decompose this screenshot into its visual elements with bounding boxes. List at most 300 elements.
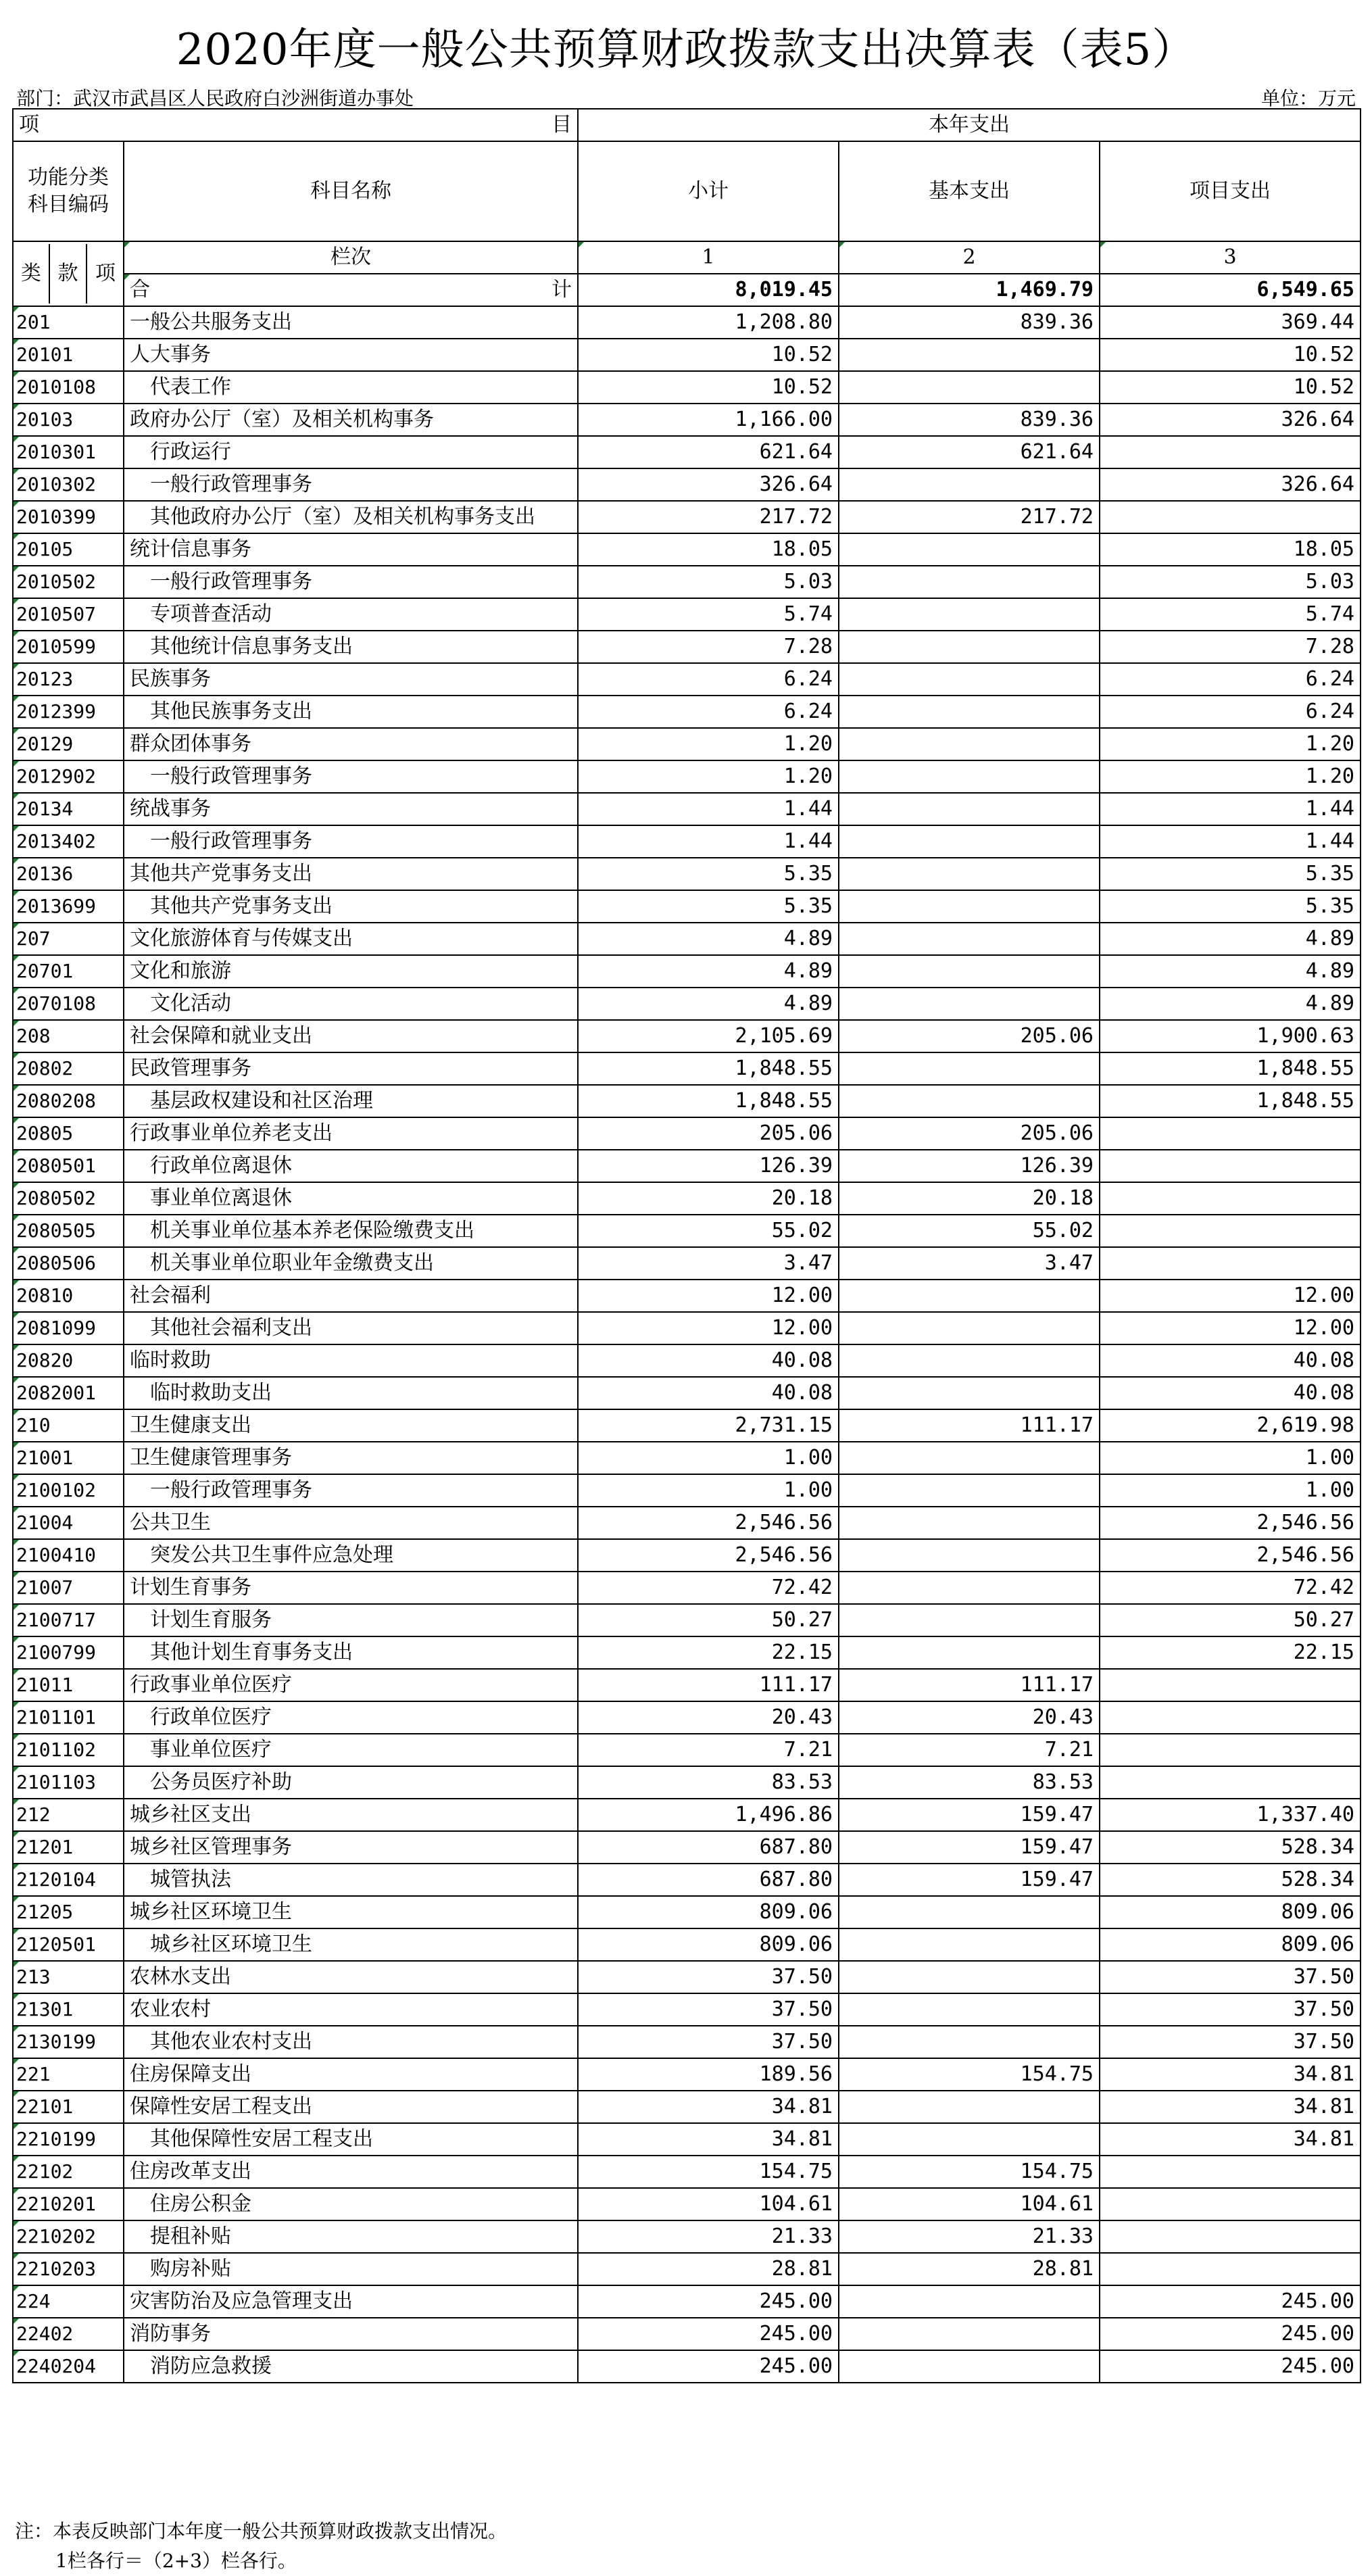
row-code: 2013699: [13, 890, 124, 923]
row-code: 2210202: [13, 2220, 124, 2253]
row-name: 住房保障支出: [124, 2058, 578, 2091]
row-subtotal: 1,166.00: [578, 404, 839, 436]
row-subtotal: 40.08: [578, 1377, 839, 1409]
row-project: 10.52: [1100, 339, 1361, 371]
row-subtotal: 1.00: [578, 1474, 839, 1507]
page-title: 2020年度一般公共预算财政拨款支出决算表（表5）: [176, 25, 1196, 75]
row-basic: [839, 1052, 1100, 1085]
row-code: 2081099: [13, 1312, 124, 1344]
row-subtotal: 12.00: [578, 1280, 839, 1312]
row-code: 21301: [13, 1993, 124, 2026]
table-row: [13, 1701, 1361, 1734]
row-basic: 55.02: [839, 1215, 1100, 1247]
row-name: 临时救助支出: [124, 1377, 578, 1409]
header-col3: 3: [1100, 241, 1361, 274]
row-code: 2010502: [13, 566, 124, 598]
row-code: 2120501: [13, 1928, 124, 1961]
row-project: 1.44: [1100, 793, 1361, 825]
table-row: [13, 1734, 1361, 1766]
row-project: [1100, 436, 1361, 468]
row-name: 统计信息事务: [124, 533, 578, 566]
table-row: [13, 1085, 1361, 1117]
row-code: 2210199: [13, 2123, 124, 2156]
row-code: 20134: [13, 793, 124, 825]
row-name: 城乡社区支出: [124, 1799, 578, 1831]
row-code: 2100717: [13, 1604, 124, 1636]
header-row-columns: [13, 241, 1361, 274]
row-basic: 111.17: [839, 1409, 1100, 1442]
total-label: [124, 274, 578, 306]
row-code: 21011: [13, 1669, 124, 1701]
row-name: 灾害防治及应急管理支出: [124, 2285, 578, 2318]
row-subtotal: 2,546.56: [578, 1539, 839, 1572]
row-name: 其他共产党事务支出: [124, 890, 578, 923]
row-subtotal: 6.24: [578, 696, 839, 728]
table-row: [13, 566, 1361, 598]
header-name-label: 科目名称: [124, 141, 578, 241]
row-project: [1100, 2253, 1361, 2285]
row-project: 40.08: [1100, 1344, 1361, 1377]
row-code: 2080501: [13, 1150, 124, 1182]
row-basic: [839, 1961, 1100, 1993]
row-basic: [839, 2350, 1100, 2383]
header-row-item: [13, 109, 1361, 141]
row-subtotal: 205.06: [578, 1117, 839, 1150]
row-name: 城乡社区环境卫生: [124, 1928, 578, 1961]
row-basic: [839, 1604, 1100, 1636]
row-subtotal: 20.18: [578, 1182, 839, 1215]
row-code: 20105: [13, 533, 124, 566]
row-subtotal: 55.02: [578, 1215, 839, 1247]
row-code: 2101102: [13, 1734, 124, 1766]
table-row: [13, 1020, 1361, 1052]
row-project: 245.00: [1100, 2350, 1361, 2383]
row-subtotal: 3.47: [578, 1247, 839, 1280]
row-name: 人大事务: [124, 339, 578, 371]
row-project: [1100, 1215, 1361, 1247]
table-row: [13, 436, 1361, 468]
row-name: 计划生育服务: [124, 1604, 578, 1636]
row-code: 212: [13, 1799, 124, 1831]
row-basic: 159.47: [839, 1799, 1100, 1831]
table-row: [13, 1864, 1361, 1896]
row-project: 12.00: [1100, 1280, 1361, 1312]
table-row: [13, 2026, 1361, 2058]
table-row: [13, 2188, 1361, 2220]
row-basic: [839, 1280, 1100, 1312]
row-project: 1,337.40: [1100, 1799, 1361, 1831]
row-subtotal: 37.50: [578, 2026, 839, 2058]
row-code: 210: [13, 1409, 124, 1442]
header-kuan: 款: [50, 244, 87, 303]
row-project: 528.34: [1100, 1864, 1361, 1896]
row-code: 2101101: [13, 1701, 124, 1734]
row-project: 34.81: [1100, 2091, 1361, 2123]
row-name: 其他政府办公厅（室）及相关机构事务支出: [124, 501, 578, 533]
row-subtotal: 34.81: [578, 2123, 839, 2156]
row-code: 2010399: [13, 501, 124, 533]
row-project: [1100, 1150, 1361, 1182]
row-subtotal: 37.50: [578, 1993, 839, 2026]
row-subtotal: 18.05: [578, 533, 839, 566]
row-project: 326.64: [1100, 468, 1361, 501]
row-basic: [839, 1928, 1100, 1961]
row-basic: [839, 1636, 1100, 1669]
total-row: [13, 274, 1361, 306]
row-subtotal: 4.89: [578, 955, 839, 988]
note-line-2: 1栏各行＝（2+3）栏各行。: [55, 2550, 297, 2572]
row-project: [1100, 1669, 1361, 1701]
row-basic: 126.39: [839, 1150, 1100, 1182]
row-project: 72.42: [1100, 1572, 1361, 1604]
row-code: 20103: [13, 404, 124, 436]
table-row: [13, 663, 1361, 696]
row-name: 一般行政管理事务: [124, 468, 578, 501]
row-code: 20802: [13, 1052, 124, 1085]
row-subtotal: 111.17: [578, 1669, 839, 1701]
row-subtotal: 154.75: [578, 2156, 839, 2188]
row-code: 2100410: [13, 1539, 124, 1572]
row-code: 2010301: [13, 436, 124, 468]
total-label-left: 合: [130, 278, 150, 301]
row-subtotal: 189.56: [578, 2058, 839, 2091]
table-row: [13, 760, 1361, 793]
row-project: 1.20: [1100, 760, 1361, 793]
row-code: 21201: [13, 1831, 124, 1864]
row-name: 行政单位医疗: [124, 1701, 578, 1734]
row-project: 369.44: [1100, 306, 1361, 339]
row-code: 2010108: [13, 371, 124, 404]
row-name: 卫生健康支出: [124, 1409, 578, 1442]
row-basic: [839, 1312, 1100, 1344]
table-row: [13, 2253, 1361, 2285]
row-code: 2130199: [13, 2026, 124, 2058]
table-row: [13, 1636, 1361, 1669]
table-row: [13, 923, 1361, 955]
row-subtotal: 10.52: [578, 371, 839, 404]
row-basic: [839, 533, 1100, 566]
row-subtotal: 104.61: [578, 2188, 839, 2220]
table-row: [13, 1377, 1361, 1409]
row-name: 一般公共服务支出: [124, 306, 578, 339]
row-subtotal: 1,496.86: [578, 1799, 839, 1831]
header-code-label-line1: 功能分类: [28, 166, 109, 189]
header-project: 项目支出: [1100, 141, 1361, 241]
row-subtotal: 7.21: [578, 1734, 839, 1766]
row-subtotal: 20.43: [578, 1701, 839, 1734]
table-row: [13, 1215, 1361, 1247]
table-row: [13, 793, 1361, 825]
row-basic: 83.53: [839, 1766, 1100, 1799]
table-row: [13, 988, 1361, 1020]
row-basic: 28.81: [839, 2253, 1100, 2285]
row-basic: 111.17: [839, 1669, 1100, 1701]
row-code: 2210201: [13, 2188, 124, 2220]
header-item-left: 项: [19, 113, 39, 137]
row-subtotal: 809.06: [578, 1928, 839, 1961]
row-name: 其他共产党事务支出: [124, 858, 578, 890]
row-code: 2100799: [13, 1636, 124, 1669]
row-name: 基层政权建设和社区治理: [124, 1085, 578, 1117]
row-basic: 217.72: [839, 501, 1100, 533]
header-lei-kuan-xiang: [13, 241, 124, 306]
row-basic: [839, 1572, 1100, 1604]
table-row: [13, 2220, 1361, 2253]
row-code: 22402: [13, 2318, 124, 2350]
row-name: 一般行政管理事务: [124, 825, 578, 858]
row-name: 农业农村: [124, 1993, 578, 2026]
row-project: 4.89: [1100, 923, 1361, 955]
row-code: 21004: [13, 1507, 124, 1539]
row-project: 5.35: [1100, 890, 1361, 923]
row-project: 50.27: [1100, 1604, 1361, 1636]
row-basic: [839, 955, 1100, 988]
row-name: 保障性安居工程支出: [124, 2091, 578, 2123]
row-project: 326.64: [1100, 404, 1361, 436]
row-project: 37.50: [1100, 1961, 1361, 1993]
row-project: 5.74: [1100, 598, 1361, 631]
table-row: [13, 696, 1361, 728]
row-project: 2,546.56: [1100, 1539, 1361, 1572]
row-subtotal: 1,208.80: [578, 306, 839, 339]
row-subtotal: 809.06: [578, 1896, 839, 1928]
row-basic: [839, 468, 1100, 501]
row-name: 计划生育事务: [124, 1572, 578, 1604]
row-subtotal: 10.52: [578, 339, 839, 371]
row-basic: [839, 923, 1100, 955]
row-code: 2240204: [13, 2350, 124, 2383]
row-basic: [839, 2123, 1100, 2156]
table-row: [13, 598, 1361, 631]
table-row: [13, 1961, 1361, 1993]
row-code: 2101103: [13, 1766, 124, 1799]
row-basic: 7.21: [839, 1734, 1100, 1766]
row-code: 2013402: [13, 825, 124, 858]
row-project: 5.35: [1100, 858, 1361, 890]
row-name: 民政管理事务: [124, 1052, 578, 1085]
table-row: [13, 1799, 1361, 1831]
row-name: 行政事业单位养老支出: [124, 1117, 578, 1150]
header-current-year: 本年支出: [578, 109, 1361, 141]
row-subtotal: 1.20: [578, 760, 839, 793]
row-code: 21001: [13, 1442, 124, 1474]
row-name: 消防应急救援: [124, 2350, 578, 2383]
row-subtotal: 1,848.55: [578, 1085, 839, 1117]
row-project: 6.24: [1100, 696, 1361, 728]
table-row: [13, 306, 1361, 339]
row-name: 住房改革支出: [124, 2156, 578, 2188]
row-subtotal: 21.33: [578, 2220, 839, 2253]
row-name: 公共卫生: [124, 1507, 578, 1539]
row-basic: 104.61: [839, 2188, 1100, 2220]
row-code: 20701: [13, 955, 124, 988]
row-subtotal: 245.00: [578, 2318, 839, 2350]
row-code: 21205: [13, 1896, 124, 1928]
table-row: [13, 1474, 1361, 1507]
row-basic: 154.75: [839, 2156, 1100, 2188]
row-subtotal: 50.27: [578, 1604, 839, 1636]
row-code: 208: [13, 1020, 124, 1052]
row-project: 37.50: [1100, 1993, 1361, 2026]
row-subtotal: 1.44: [578, 825, 839, 858]
row-project: [1100, 2156, 1361, 2188]
row-code: 22101: [13, 2091, 124, 2123]
row-subtotal: 326.64: [578, 468, 839, 501]
row-code: 2012902: [13, 760, 124, 793]
row-project: 37.50: [1100, 2026, 1361, 2058]
table-row: [13, 1993, 1361, 2026]
row-code: 22102: [13, 2156, 124, 2188]
row-basic: 159.47: [839, 1831, 1100, 1864]
row-name: 行政单位离退休: [124, 1150, 578, 1182]
row-basic: [839, 793, 1100, 825]
row-name: 消防事务: [124, 2318, 578, 2350]
row-name: 卫生健康管理事务: [124, 1442, 578, 1474]
row-project: 528.34: [1100, 1831, 1361, 1864]
table-row: [13, 468, 1361, 501]
row-project: [1100, 501, 1361, 533]
row-project: 40.08: [1100, 1377, 1361, 1409]
header-lei: 类: [14, 244, 50, 303]
table-notes: [15, 2517, 507, 2576]
row-subtotal: 5.35: [578, 890, 839, 923]
row-project: 4.89: [1100, 955, 1361, 988]
table-row: [13, 1507, 1361, 1539]
row-name: 其他农业农村支出: [124, 2026, 578, 2058]
table-row: [13, 1280, 1361, 1312]
row-name: 群众团体事务: [124, 728, 578, 760]
table-row: [13, 2285, 1361, 2318]
table-row: [13, 1312, 1361, 1344]
row-project: [1100, 1701, 1361, 1734]
row-project: 18.05: [1100, 533, 1361, 566]
row-subtotal: 2,105.69: [578, 1020, 839, 1052]
row-subtotal: 40.08: [578, 1344, 839, 1377]
row-project: 245.00: [1100, 2285, 1361, 2318]
row-project: 2,546.56: [1100, 1507, 1361, 1539]
table-row: [13, 825, 1361, 858]
row-basic: 621.64: [839, 436, 1100, 468]
row-code: 213: [13, 1961, 124, 1993]
row-basic: 154.75: [839, 2058, 1100, 2091]
row-basic: 839.36: [839, 404, 1100, 436]
unit-label: 单位：万元: [1260, 87, 1356, 110]
row-code: 2080208: [13, 1085, 124, 1117]
row-code: 20101: [13, 339, 124, 371]
row-project: 2,619.98: [1100, 1409, 1361, 1442]
row-project: [1100, 1766, 1361, 1799]
row-project: 22.15: [1100, 1636, 1361, 1669]
header-item-right: 目: [552, 113, 572, 137]
row-name: 文化活动: [124, 988, 578, 1020]
table-row: [13, 1117, 1361, 1150]
row-basic: [839, 371, 1100, 404]
row-project: [1100, 1247, 1361, 1280]
row-name: 政府办公厅（室）及相关机构事务: [124, 404, 578, 436]
table-row: [13, 1344, 1361, 1377]
table-row: [13, 1409, 1361, 1442]
row-subtotal: 22.15: [578, 1636, 839, 1669]
total-subtotal: 8,019.45: [578, 274, 839, 306]
table-row: [13, 2123, 1361, 2156]
row-project: 5.03: [1100, 566, 1361, 598]
row-code: 2080502: [13, 1182, 124, 1215]
row-code: 2100102: [13, 1474, 124, 1507]
row-project: 1.00: [1100, 1474, 1361, 1507]
row-subtotal: 1.20: [578, 728, 839, 760]
total-label-right: 计: [552, 278, 572, 301]
row-basic: [839, 1896, 1100, 1928]
table-row: [13, 1442, 1361, 1474]
table-row: [13, 404, 1361, 436]
row-subtotal: 7.28: [578, 631, 839, 663]
row-subtotal: 5.35: [578, 858, 839, 890]
row-basic: [839, 2285, 1100, 2318]
row-basic: [839, 631, 1100, 663]
row-basic: [839, 2091, 1100, 2123]
row-project: 1.00: [1100, 1442, 1361, 1474]
row-basic: 839.36: [839, 306, 1100, 339]
row-project: 34.81: [1100, 2058, 1361, 2091]
table-row: [13, 955, 1361, 988]
row-subtotal: 4.89: [578, 923, 839, 955]
row-project: 245.00: [1100, 2318, 1361, 2350]
row-subtotal: 28.81: [578, 2253, 839, 2285]
row-code: 207: [13, 923, 124, 955]
row-name: 其他社会福利支出: [124, 1312, 578, 1344]
table-row: [13, 1896, 1361, 1928]
row-code: 2010302: [13, 468, 124, 501]
row-name: 行政事业单位医疗: [124, 1669, 578, 1701]
header-col-row-label: 栏次: [124, 241, 578, 274]
row-basic: [839, 339, 1100, 371]
table-row: [13, 533, 1361, 566]
row-name: 其他统计信息事务支出: [124, 631, 578, 663]
table-row: [13, 1831, 1361, 1864]
row-basic: [839, 598, 1100, 631]
row-name: 事业单位医疗: [124, 1734, 578, 1766]
table-row: [13, 1669, 1361, 1701]
row-subtotal: 37.50: [578, 1961, 839, 1993]
table-row: [13, 631, 1361, 663]
row-name: 城乡社区管理事务: [124, 1831, 578, 1864]
row-name: 民族事务: [124, 663, 578, 696]
row-subtotal: 1.00: [578, 1442, 839, 1474]
header-code-label-line2: 科目编码: [28, 193, 109, 216]
table-row: [13, 2156, 1361, 2188]
row-code: 20129: [13, 728, 124, 760]
row-name: 专项普查活动: [124, 598, 578, 631]
department-label: 部门：武汉市武昌区人民政府白沙洲街道办事处: [16, 87, 414, 110]
row-name: 公务员医疗补助: [124, 1766, 578, 1799]
table-row: [13, 501, 1361, 533]
row-code: 2082001: [13, 1377, 124, 1409]
row-subtotal: 621.64: [578, 436, 839, 468]
table-row: [13, 1247, 1361, 1280]
row-basic: 3.47: [839, 1247, 1100, 1280]
row-code: 2080505: [13, 1215, 124, 1247]
row-name: 其他保障性安居工程支出: [124, 2123, 578, 2156]
row-basic: [839, 696, 1100, 728]
row-basic: 20.18: [839, 1182, 1100, 1215]
row-project: [1100, 1182, 1361, 1215]
row-name: 社会福利: [124, 1280, 578, 1312]
row-subtotal: 245.00: [578, 2350, 839, 2383]
row-basic: [839, 825, 1100, 858]
header-xiang: 项: [95, 262, 116, 285]
table-row: [13, 728, 1361, 760]
row-basic: [839, 1539, 1100, 1572]
